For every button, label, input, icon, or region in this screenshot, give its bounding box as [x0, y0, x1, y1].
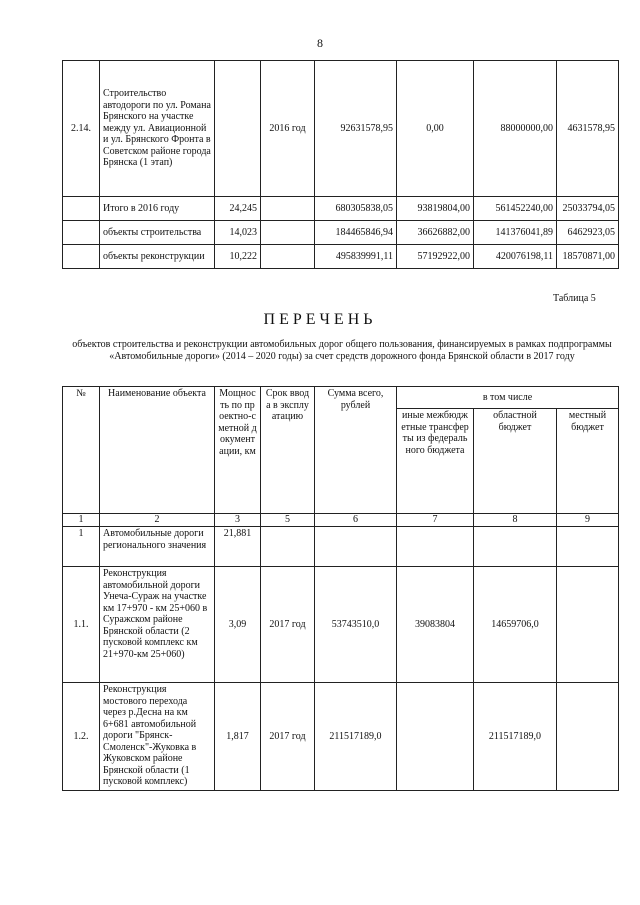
table-row	[63, 567, 619, 683]
recon-local: 18570871,00	[557, 245, 619, 269]
object-local	[557, 527, 619, 567]
object-term: 2017 год	[261, 567, 315, 683]
object-power: 3,09	[215, 567, 261, 683]
header-local: местный бюджет	[557, 409, 619, 514]
row-number: 1	[63, 527, 100, 567]
object-power	[215, 61, 261, 197]
header-incl: в том числе	[397, 387, 619, 409]
object-regional: 14659706,0	[474, 567, 557, 683]
object-mbt: 39083804	[397, 567, 474, 683]
total-local: 25033794,05	[557, 197, 619, 221]
object-total	[315, 527, 397, 567]
recon-regional: 420076198,11	[474, 245, 557, 269]
page-subtitle: объектов строительства и реконструкции автомобильных дорог общего пользования, финансируемых в рамках подпрограммы «Автомобильные дороги» (2014 – 2020 годы) за счет средств дорожного фонда Брянской области в 2017 году	[72, 339, 612, 362]
object-mbt	[397, 527, 474, 567]
header-total: Сумма всего, рублей	[315, 387, 397, 514]
column-number-row	[63, 514, 619, 527]
object-mbt: 0,00	[397, 61, 474, 197]
object-total: 211517189,0	[315, 683, 397, 791]
build-regional: 141376041,89	[474, 221, 557, 245]
object-year: 2016 год	[261, 61, 315, 197]
recon-sum: 495839991,11	[315, 245, 397, 269]
object-local	[557, 683, 619, 791]
col-number: 7	[397, 514, 474, 527]
object-regional: 211517189,0	[474, 683, 557, 791]
object-local: 4631578,95	[557, 61, 619, 197]
total-label: Итого в 2016 году	[100, 197, 215, 221]
object-total: 92631578,95	[315, 61, 397, 197]
table-row	[63, 221, 619, 245]
col-number: 3	[215, 514, 261, 527]
col-number: 5	[261, 514, 315, 527]
object-local	[557, 567, 619, 683]
page-number: 8	[317, 36, 323, 50]
object-term: 2017 год	[261, 683, 315, 791]
object-power: 21,881	[215, 527, 261, 567]
header-term: Срок ввода в эксплуатацию	[261, 387, 315, 514]
object-name: Автомобильные дороги регионального значения	[100, 527, 215, 567]
recon-mbt: 57192922,00	[397, 245, 474, 269]
table-row	[63, 683, 619, 791]
table-label: Таблица 5	[553, 293, 596, 304]
table-row	[63, 61, 619, 197]
table-row	[63, 527, 619, 567]
objects-table	[62, 386, 619, 791]
header-regional: областной бюджет	[474, 409, 557, 514]
recon-power: 10,222	[215, 245, 261, 269]
header-num: №	[63, 387, 100, 514]
object-total: 53743510,0	[315, 567, 397, 683]
header-power: Мощность по проектно-сметной документации, км	[215, 387, 261, 514]
row-number: 2.14.	[63, 61, 100, 197]
object-power: 1,817	[215, 683, 261, 791]
continuation-table	[62, 60, 619, 269]
header-name: Наименование объекта	[100, 387, 215, 514]
table-row	[63, 245, 619, 269]
object-name: Строительство автодороги по ул. Романа Брянского на участке между ул. Авиационной и ул. Брянского Фронта в Советском районе города Брянска (1 этап)	[100, 61, 215, 197]
row-number: 1.2.	[63, 683, 100, 791]
col-number: 8	[474, 514, 557, 527]
col-number: 2	[100, 514, 215, 527]
object-name: Реконструкция автомобильной дороги Унеча-Сураж на участке км 17+970 - км 25+060 в Суражском районе Брянской области (2 пусковой комплекс км 21+970-км 25+060)	[100, 567, 215, 683]
header-row	[63, 387, 619, 409]
build-mbt: 36626882,00	[397, 221, 474, 245]
object-term	[261, 527, 315, 567]
recon-label: объекты реконструкции	[100, 245, 215, 269]
object-regional	[474, 527, 557, 567]
total-regional: 561452240,00	[474, 197, 557, 221]
col-number: 9	[557, 514, 619, 527]
col-number: 6	[315, 514, 397, 527]
header-mbt: иные межбюджетные трансферты из федерального бюджета	[397, 409, 474, 514]
table-row	[63, 197, 619, 221]
build-label: объекты строительства	[100, 221, 215, 245]
build-power: 14,023	[215, 221, 261, 245]
object-mbt	[397, 683, 474, 791]
page-title: ПЕРЕЧЕНЬ	[263, 311, 377, 328]
total-mbt: 93819804,00	[397, 197, 474, 221]
total-power: 24,245	[215, 197, 261, 221]
row-number: 1.1.	[63, 567, 100, 683]
total-sum: 680305838,05	[315, 197, 397, 221]
col-number: 1	[63, 514, 100, 527]
build-local: 6462923,05	[557, 221, 619, 245]
build-sum: 184465846,94	[315, 221, 397, 245]
object-regional: 88000000,00	[474, 61, 557, 197]
object-name: Реконструкция мостового перехода через р.Десна на км 6+681 автомобильной дороги "Брянск-Смоленск"-Жуковка в Жуковском районе Брянской области (1 пусковой комплекс)	[100, 683, 215, 791]
